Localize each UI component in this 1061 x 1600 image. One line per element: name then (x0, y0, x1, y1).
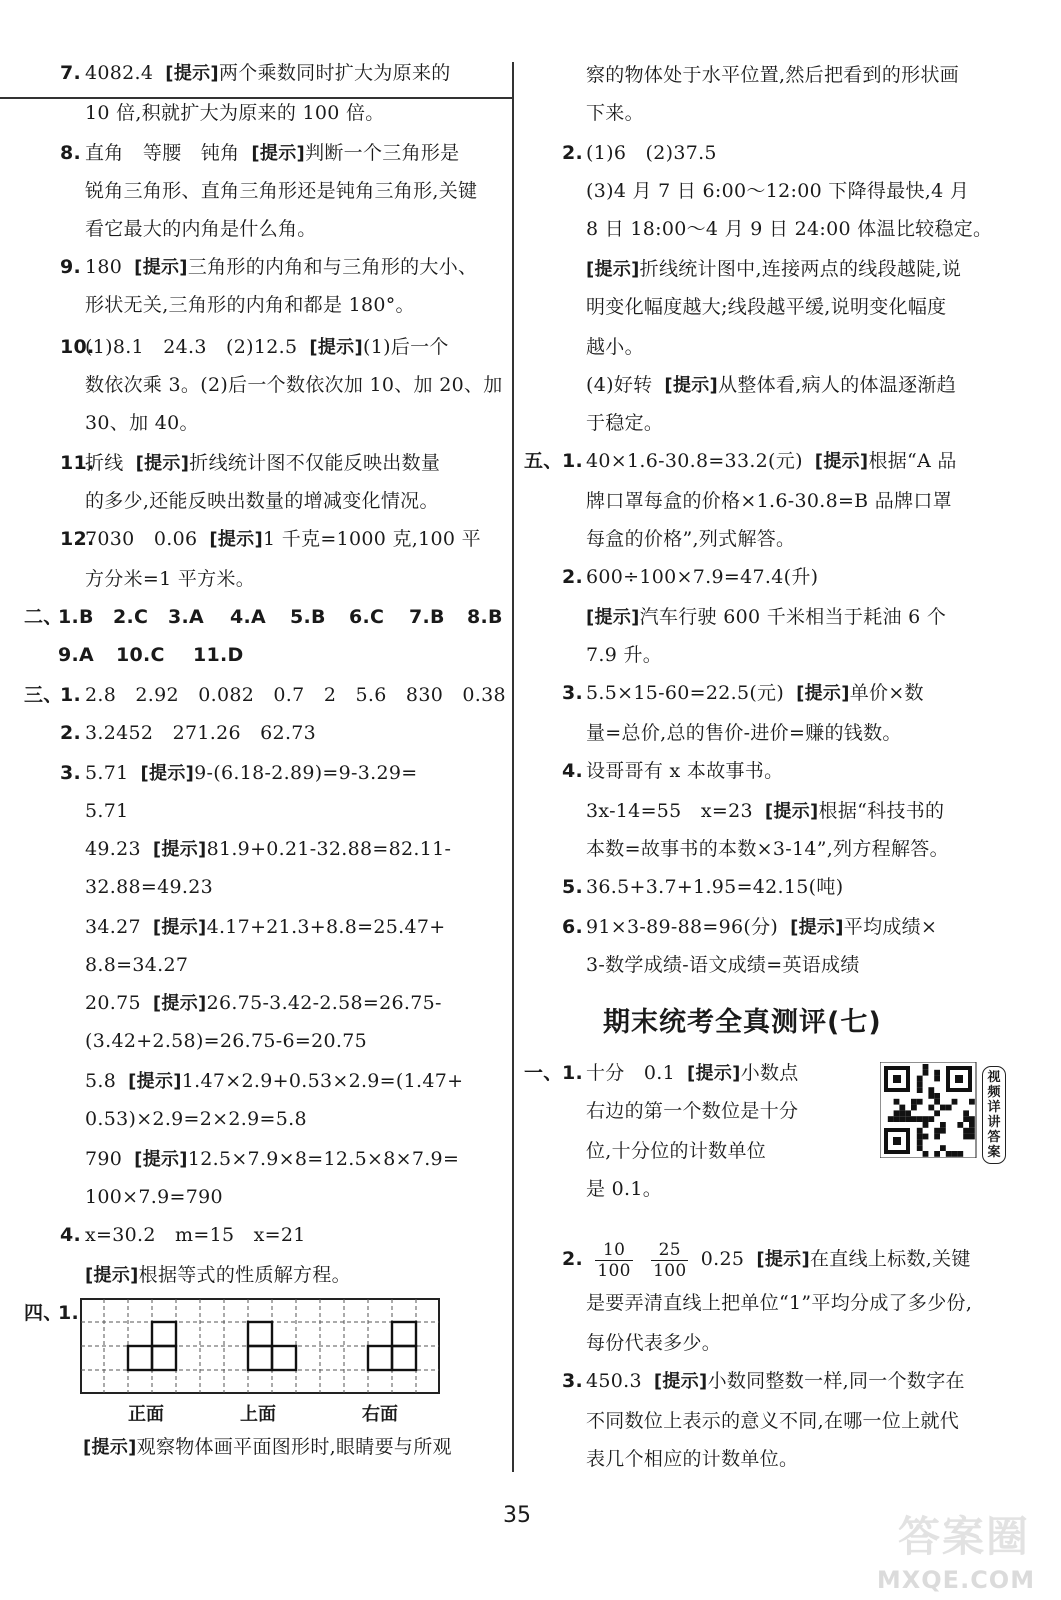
qr-label: 视频详讲答案 (982, 1066, 1006, 1164)
section-1-label: 一、 (524, 1062, 563, 1084)
answer-text: 不同数位上表示的意义不同,在哪一位上就代 (586, 1410, 960, 1432)
line-body (85, 488, 439, 514)
line-body (586, 680, 924, 707)
section-2-label: 二、 (24, 606, 63, 628)
question-number: 2. (562, 566, 584, 588)
line-body (586, 720, 902, 746)
answer-text: 直角 等腰 钝角 (85, 142, 240, 164)
choice-answer: 8.B (467, 606, 503, 628)
hint-text: 根据“A 品 (868, 450, 957, 472)
line-body (85, 798, 129, 824)
line-body (85, 760, 418, 787)
hint-tag: [提示] (134, 257, 188, 278)
answer-text: 察的物体处于水平位置,然后把看到的形状画 (586, 64, 960, 86)
hint-text: 判断一个三角形是 (305, 142, 460, 164)
line-body (586, 448, 957, 475)
hint-text: 从整体看,病人的体温逐渐趋 (718, 374, 957, 396)
answer-text: 5.71 (85, 762, 129, 784)
line-body (586, 62, 959, 88)
line-body (586, 256, 961, 283)
answer-text: 32.88=49.23 (85, 876, 214, 898)
choice-answer: 1.B (58, 606, 94, 628)
choice-answer: 4.A (230, 606, 267, 628)
fraction-1-numerator: 10 (595, 1240, 632, 1261)
answer-text: 0.53)×2.9=2×2.9=5.8 (85, 1108, 307, 1130)
hint-text: 平均成绩× (843, 916, 938, 938)
section-1-q2 (562, 1236, 971, 1283)
line-body (586, 526, 795, 552)
answer-text: 方分米=1 平方米。 (85, 568, 256, 590)
answer-text: 锐角三角形、直角三角形还是钝角三角形,关键 (85, 180, 478, 202)
hint-tag: [提示] (152, 917, 207, 938)
hint-tag: [提示] (152, 993, 207, 1014)
line-body (586, 488, 952, 514)
line-body (85, 836, 451, 863)
answer-text: (3)4 月 7 日 6:00～12:00 下降得最快,4 月 (586, 180, 970, 202)
line-body (586, 798, 944, 825)
hint-tag: [提示] (664, 375, 719, 396)
question-number: 2. (60, 722, 82, 744)
line-body (85, 410, 199, 436)
choice-answer: 6.C (349, 606, 385, 628)
line-body (586, 1368, 965, 1395)
section-5-label: 五、 (524, 450, 563, 472)
line-body (85, 372, 503, 398)
answer-text: 3-数学成绩-语文成绩=英语成绩 (586, 954, 860, 976)
answer-text: 0.25 (700, 1248, 745, 1270)
hint-tag: [提示] (165, 63, 219, 84)
hint-tag: [提示] (140, 763, 195, 784)
hint-tag: [提示] (586, 259, 640, 280)
line-body (85, 216, 317, 242)
line-body (586, 1138, 766, 1164)
line-body (586, 334, 644, 360)
hint-tag: [提示] (209, 529, 264, 550)
hint-text: 单价×数 (849, 682, 924, 704)
section-title: 期末统考全真测评(七) (603, 1007, 882, 1038)
answer-text: 每盒的价格”,列式解答。 (586, 528, 796, 550)
hint-tag: [提示] (790, 917, 844, 938)
question-number: 1. (562, 1062, 584, 1084)
fraction-2 (651, 1240, 688, 1281)
line-body (586, 1098, 798, 1124)
question-number: 10. (60, 336, 95, 358)
answer-text: 2.8 2.92 0.082 0.7 2 5.6 830 0.38 (85, 684, 506, 706)
line-body (586, 294, 946, 320)
answer-text: 数依次乘 3。(2)后一个数依次加 10、加 20、加 (85, 374, 503, 396)
line-body (85, 874, 213, 900)
choice-answer: 11.D (193, 644, 244, 666)
hint-text: 三角形的内角和与三角形的大小、 (187, 256, 478, 278)
hint-text: 在直线上标数,关键 (809, 1248, 971, 1270)
hint-text: 折线统计图中,连接两点的线段越陡,说 (639, 258, 962, 280)
answer-text: 越小。 (586, 336, 644, 358)
line-body (85, 1106, 307, 1132)
line-body (85, 1028, 367, 1054)
answer-text: 91×3-89-88=96(分) (586, 916, 779, 938)
line-body (85, 140, 459, 167)
answer-text: 是 0.1。 (586, 1178, 663, 1200)
answer-text: 本数=故事书的本数×3-14”,列方程解答。 (586, 838, 949, 860)
answer-text: 明变化幅度越大;线段越平缓,说明变化幅度 (586, 296, 947, 318)
line-body (85, 682, 506, 708)
line-body (586, 1290, 972, 1316)
answer-text: (4)好转 (586, 374, 653, 396)
answer-text: (3.42+2.58)=26.75-6=20.75 (85, 1030, 367, 1052)
hint-tag: [提示] (134, 1149, 188, 1170)
answer-text: 5.71 (85, 800, 129, 822)
page-number: 35 (503, 1503, 531, 1528)
line-body (586, 604, 946, 631)
hint-text: 小数同整数一样,同一个数字在 (707, 1370, 965, 1392)
line-body (85, 450, 440, 477)
hint-text: 1.47×2.9+0.53×2.9=(1.47+ (181, 1070, 464, 1092)
answer-text: 10 倍,积就扩大为原来的 100 倍。 (85, 102, 385, 124)
hint-tag: [提示] (756, 1249, 810, 1270)
line-body (586, 410, 663, 436)
section-3-label: 三、 (24, 684, 63, 706)
question-number: 3. (562, 682, 584, 704)
hint-tag: [提示] (83, 1437, 137, 1458)
answer-text: 每份代表多少。 (586, 1332, 722, 1354)
section-4-hint (83, 1434, 452, 1461)
line-body (85, 334, 449, 361)
answer-text: (1)8.1 24.3 (2)12.5 (85, 336, 298, 358)
answer-text: 36.5+3.7+1.95=42.15(吨) (586, 876, 844, 898)
hint-text: 9-(6.18-2.89)=9-3.29= (194, 762, 418, 784)
line-body (85, 254, 477, 281)
answer-text: 30、加 40。 (85, 412, 199, 434)
hint-text: 根据等式的性质解方程。 (138, 1264, 351, 1286)
answer-text: 8.8=34.27 (85, 954, 189, 976)
hint-tag: [提示] (251, 143, 306, 164)
hint-tag: [提示] (309, 337, 364, 358)
hint-text: 4.17+21.3+8.8=25.47+ (206, 916, 446, 938)
fraction-2-denominator: 100 (653, 1260, 687, 1281)
watermark-logo: 答案圈 (898, 1512, 1031, 1561)
question-number: 11. (60, 452, 95, 474)
line-body (85, 1262, 351, 1289)
answer-text: 位,十分位的计数单位 (586, 1140, 767, 1162)
line-body (85, 1222, 306, 1248)
answer-text: 看它最大的内角是什么角。 (85, 218, 317, 240)
question-number: 6. (562, 916, 584, 938)
answer-text: 量=总价,总的售价-进价=赚的钱数。 (586, 722, 902, 744)
hint-text: 小数点 (740, 1062, 799, 1084)
line-body (85, 1146, 459, 1173)
hint-tag: [提示] (152, 839, 207, 860)
answer-text: 100×7.9=790 (85, 1186, 223, 1208)
choice-answer: 9.A (58, 644, 95, 666)
hint-tag: [提示] (814, 451, 869, 472)
answer-text: 牌口罩每盒的价格×1.6-30.8=B 品牌口罩 (586, 490, 952, 512)
answer-text: 8 日 18:00～4 月 9 日 24:00 体温比较稳定。 (586, 218, 993, 240)
question-number: 7. (60, 62, 82, 84)
answer-text: 是要弄清直线上把单位“1”平均分成了多少份, (586, 1292, 973, 1314)
top-rule (0, 97, 512, 99)
line-body (586, 642, 662, 668)
hint-tag: [提示] (687, 1063, 741, 1084)
line-body (586, 372, 956, 399)
question-number: 4. (562, 760, 584, 782)
question-number: 8. (60, 142, 82, 164)
question-number: 5. (562, 876, 584, 898)
line-body (85, 178, 477, 204)
line-body (85, 526, 481, 553)
answer-text: (1)6 (2)37.5 (586, 142, 717, 164)
section-4-q1-number: 1. (58, 1302, 80, 1324)
answer-text: 折线 (85, 452, 124, 474)
line-body (85, 1068, 463, 1095)
answer-text: 形状无关,三角形的内角和都是 180°。 (85, 294, 415, 316)
answer-text: 3x-14=55 x=23 (586, 800, 753, 822)
view-label-top: 上面 (240, 1404, 276, 1425)
section-4-label: 四、 (24, 1302, 63, 1324)
line-body (586, 836, 949, 862)
hint-text: (1)后一个 (363, 336, 449, 358)
answer-text: 790 (85, 1148, 123, 1170)
line-body (85, 914, 445, 941)
question-number: 3. (562, 1370, 584, 1392)
answer-text: 180 (85, 256, 123, 278)
question-number: 4. (60, 1224, 82, 1246)
hint-tag: [提示] (128, 1071, 182, 1092)
question-number: 9. (60, 256, 82, 278)
hint-text: 观察物体画平面图形时,眼睛要与所观 (136, 1436, 452, 1458)
choice-answer: 7.B (409, 606, 445, 628)
answer-text: 下来。 (586, 102, 644, 124)
answer-text: 7030 0.06 (85, 528, 198, 550)
question-number: 1. (562, 450, 584, 472)
line-body (85, 720, 316, 746)
line-body (85, 566, 255, 592)
answer-text: 600÷100×7.9=47.4(升) (586, 566, 819, 588)
answer-text: x=30.2 m=15 x=21 (85, 1224, 306, 1246)
answer-text: 5.5×15-60=22.5(元) (586, 682, 785, 704)
line-body (586, 914, 937, 941)
view-grid-figure (80, 1298, 440, 1394)
answer-text: 7.9 升。 (586, 644, 663, 666)
fraction-2-numerator: 25 (651, 1240, 688, 1261)
hint-tag: [提示] (653, 1371, 708, 1392)
choice-answer: 2.C (113, 606, 149, 628)
fraction-1-denominator: 100 (597, 1260, 631, 1281)
line-body (586, 1176, 662, 1202)
answer-text: 450.3 (586, 1370, 642, 1392)
hint-tag: [提示] (796, 683, 850, 704)
hint-text: 折线统计图不仅能反映出数量 (189, 452, 441, 474)
hint-tag: [提示] (135, 453, 190, 474)
answer-text: 20.75 (85, 992, 141, 1014)
qr-code (880, 1062, 1008, 1158)
hint-tag: [提示] (85, 1265, 139, 1286)
hint-text: 汽车行驶 600 千米相当于耗油 6 个 (639, 606, 947, 628)
question-number: 1. (60, 684, 82, 706)
line-body (586, 564, 818, 590)
line-body (586, 952, 860, 978)
line-body (85, 952, 188, 978)
hint-text: 两个乘数同时扩大为原来的 (218, 62, 451, 84)
question-number: 3. (60, 762, 82, 784)
line-body (586, 1330, 721, 1356)
line-body (586, 140, 717, 166)
hint-text: 12.5×7.9×8=12.5×8×7.9= (187, 1148, 460, 1170)
line-body (85, 990, 442, 1017)
answer-text: 的多少,还能反映出数量的增减变化情况。 (85, 490, 439, 512)
line-body (586, 758, 783, 784)
line-body (586, 178, 969, 204)
answer-text: 表几个相应的计数单位。 (586, 1448, 799, 1470)
answer-text: 5.8 (85, 1070, 117, 1092)
answer-text: 34.27 (85, 916, 141, 938)
line-body (85, 1184, 223, 1210)
column-divider (512, 62, 514, 1472)
line-body (586, 1408, 959, 1434)
answer-text: 十分 0.1 (586, 1062, 676, 1084)
question-number: 12. (60, 528, 95, 550)
view-label-front: 正面 (128, 1404, 164, 1425)
line-body (85, 292, 415, 318)
question-number: 2. (562, 142, 584, 164)
hint-text: 根据“科技书的 (818, 800, 945, 822)
watermark-text: MXQE.COM (876, 1566, 1036, 1594)
view-label-right: 右面 (362, 1404, 398, 1425)
line-body (85, 100, 385, 126)
answer-text: 于稳定。 (586, 412, 664, 434)
hint-text: 26.75-3.42-2.58=26.75- (206, 992, 442, 1014)
hint-text: 81.9+0.21-32.88=82.11- (206, 838, 452, 860)
answer-text: 右边的第一个数位是十分 (586, 1100, 799, 1122)
answer-text: 49.23 (85, 838, 141, 860)
fraction-1 (595, 1240, 632, 1281)
answer-text: 4082.4 (85, 62, 154, 84)
choice-answer: 3.A (168, 606, 205, 628)
hint-text: 1 千克=1000 克,100 平 (263, 528, 481, 550)
hint-tag: [提示] (764, 801, 819, 822)
choice-answer: 5.B (290, 606, 326, 628)
answer-text: 设哥哥有 x 本故事书。 (586, 760, 784, 782)
line-body (586, 874, 843, 900)
answer-text: 3.2452 271.26 62.73 (85, 722, 317, 744)
answer-text: 40×1.6-30.8=33.2(元) (586, 450, 803, 472)
line-body (586, 1060, 799, 1087)
line-body (586, 216, 992, 242)
hint-tag: [提示] (586, 607, 640, 628)
line-body (85, 60, 451, 87)
question-number: 2. (562, 1248, 584, 1270)
watermark (858, 1500, 1054, 1596)
choice-answer: 10.C (116, 644, 165, 666)
line-body (586, 100, 644, 126)
line-body (586, 1446, 798, 1472)
